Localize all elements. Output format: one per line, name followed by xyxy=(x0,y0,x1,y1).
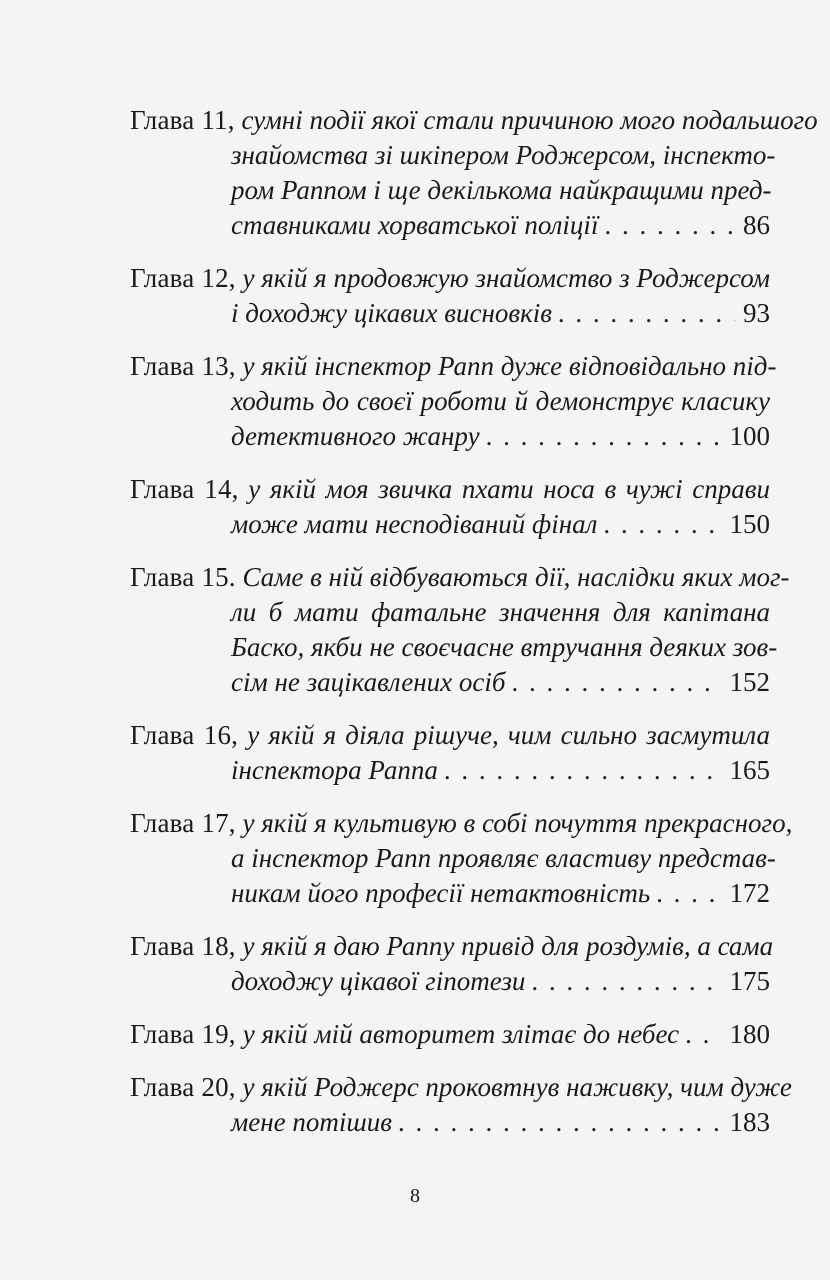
toc-line xyxy=(130,138,776,173)
toc-line xyxy=(130,419,770,454)
toc-entry xyxy=(130,929,774,999)
toc-line xyxy=(130,806,793,841)
page-reference: 93 xyxy=(743,298,770,328)
toc-line xyxy=(130,560,790,595)
dot-leader xyxy=(438,753,722,788)
toc-entry xyxy=(130,472,770,542)
dot-leader xyxy=(552,296,735,331)
chapter-label: Глава 12, xyxy=(130,263,236,293)
toc-entry xyxy=(130,718,770,788)
chapter-title-line: ли б мати фатальне значення для капітана xyxy=(231,597,770,627)
page-reference: 152 xyxy=(729,667,770,697)
toc-line xyxy=(130,103,818,138)
dot-leader xyxy=(650,876,721,911)
toc-line xyxy=(130,964,770,999)
toc-line xyxy=(130,929,774,964)
chapter-title-line: у якій інспектор Рапп дуже відповідально під- xyxy=(242,351,777,381)
chapter-label: Глава 18, xyxy=(130,931,236,961)
toc-line xyxy=(130,665,770,700)
chapter-label: Глава 15. xyxy=(130,562,236,592)
toc-line xyxy=(130,841,776,876)
chapter-title-line: і доходжу цікавих висновків xyxy=(231,298,552,328)
toc-line xyxy=(130,753,770,788)
toc-entry xyxy=(130,349,777,454)
toc-line xyxy=(130,349,777,384)
toc-entry xyxy=(130,103,818,243)
chapter-title-line: у якій мій авторитет злітає до небес xyxy=(242,1019,680,1049)
dot-leader xyxy=(505,665,721,700)
toc-line xyxy=(130,261,770,296)
chapter-title-line: ром Раппом і ще декількома найкращими пред- xyxy=(231,175,772,205)
toc-line xyxy=(130,718,770,753)
chapter-title-line: може мати несподіваний фінал xyxy=(231,509,598,539)
chapter-label: Глава 17, xyxy=(130,808,236,838)
page-reference: 175 xyxy=(729,966,770,996)
dot-leader xyxy=(597,507,721,542)
chapter-title-line: у якій я культивую в собі почуття прекрасного, xyxy=(242,808,793,838)
chapter-title-line: у якій я продовжую знайомство з Роджерсом xyxy=(242,263,771,293)
dot-leader xyxy=(679,1017,721,1052)
chapter-title-line: доходжу цікавої гіпотези xyxy=(231,966,526,996)
toc-line xyxy=(130,1017,770,1052)
toc-entry xyxy=(130,806,793,911)
chapter-title-line: сім не зацікавлених осіб xyxy=(231,667,506,697)
page-reference: 183 xyxy=(729,1107,770,1137)
dot-leader xyxy=(525,964,721,999)
chapter-label: Глава 14, xyxy=(130,474,239,504)
page-reference: 165 xyxy=(729,755,770,785)
toc-line xyxy=(130,1105,770,1140)
chapter-title-line: у якій я даю Раппу привід для роздумів, а сама xyxy=(242,931,774,961)
chapter-label: Глава 11, xyxy=(130,105,235,135)
table-of-contents xyxy=(130,103,818,1158)
toc-line xyxy=(130,384,770,419)
page-number: 8 xyxy=(410,1185,420,1207)
chapter-title-line: знайомства зі шкіпером Роджерсом, інспекто- xyxy=(231,140,776,170)
chapter-label: Глава 16, xyxy=(130,720,239,750)
toc-entry xyxy=(130,560,790,700)
chapter-title-line: інспектора Раппа xyxy=(231,755,438,785)
toc-line xyxy=(130,876,770,911)
toc-line xyxy=(130,173,770,208)
toc-line xyxy=(130,296,770,331)
page-reference: 172 xyxy=(729,878,770,908)
chapter-title-line: ходить до своєї роботи й демонструє класику xyxy=(231,386,770,416)
chapter-title-line: Саме в ній відбуваються дії, наслідки яких мог- xyxy=(242,562,790,592)
chapter-label: Глава 19, xyxy=(130,1019,236,1049)
chapter-title-line: никам його професії нетактовність xyxy=(231,878,651,908)
toc-entry xyxy=(130,1017,770,1052)
dot-leader xyxy=(598,208,735,243)
chapter-title-line: сумні події якої стали причиною мого подальшого xyxy=(241,105,818,135)
toc-line xyxy=(130,208,770,243)
page-reference: 150 xyxy=(729,509,770,539)
toc-entry xyxy=(130,261,770,331)
page-reference: 86 xyxy=(743,210,770,240)
chapter-title-line: у якій я діяла рішуче, чим сильно засмутила xyxy=(247,720,770,750)
chapter-title-line: мене потішив xyxy=(231,1107,392,1137)
dot-leader xyxy=(480,419,722,454)
toc-line xyxy=(130,507,770,542)
toc-line xyxy=(130,630,778,665)
dot-leader xyxy=(392,1105,722,1140)
chapter-label: Глава 20, xyxy=(130,1072,236,1102)
toc-line xyxy=(130,1070,792,1105)
chapter-title-line: у якій моя звичка пхати носа в чужі справи xyxy=(248,474,770,504)
toc-line xyxy=(130,595,770,630)
chapter-title-line: у якій Роджерс проковтнув наживку, чим дуже xyxy=(242,1072,792,1102)
chapter-title-line: ставниками хорватської поліції xyxy=(231,210,599,240)
chapter-label: Глава 13, xyxy=(130,351,236,381)
chapter-title-line: Баско, якби не своєчасне втручання деяких зов- xyxy=(231,632,778,662)
toc-line xyxy=(130,472,770,507)
chapter-title-line: детективного жанру xyxy=(231,421,480,451)
page-reference: 100 xyxy=(729,421,770,451)
chapter-title-line: а інспектор Рапп проявляє властиву представ- xyxy=(231,843,776,873)
toc-entry xyxy=(130,1070,792,1140)
page-reference: 180 xyxy=(729,1019,770,1049)
